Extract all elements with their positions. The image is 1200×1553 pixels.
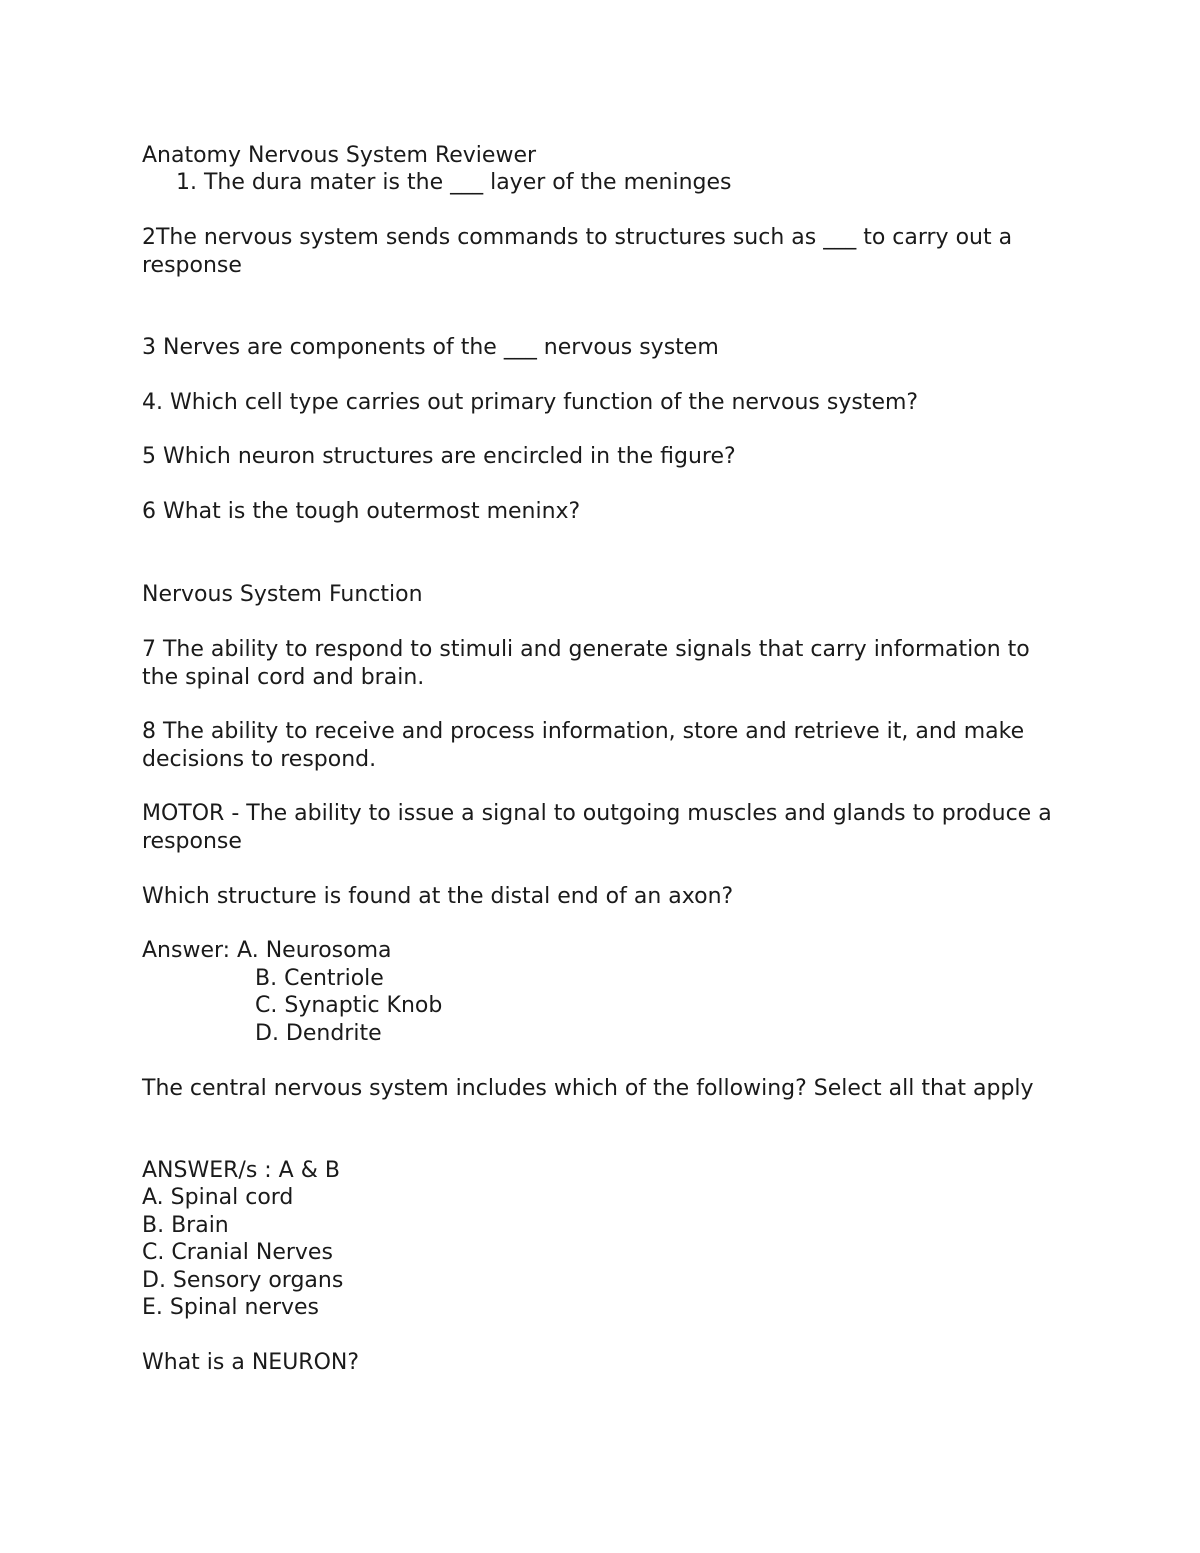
cns-option: E. Spinal nerves <box>142 1295 319 1320</box>
question-8: 8 The ability to receive and process information, store and retrieve it, and make decisions to respond. <box>142 719 1025 772</box>
cns-option: D. Sensory organs <box>142 1268 344 1293</box>
question-cns: The central nervous system includes which of the following? Select all that apply <box>142 1076 1034 1101</box>
motor-definition: MOTOR - The ability to issue a signal to outgoing muscles and glands to produce a response <box>142 801 1052 854</box>
axon-option: C. Synaptic Knob <box>255 993 443 1018</box>
axon-option: D. Dendrite <box>255 1021 382 1046</box>
question-neuron: What is a NEURON? <box>142 1350 360 1375</box>
question-6: 6 What is the tough outermost meninx? <box>142 499 581 524</box>
cns-option: B. Brain <box>142 1213 229 1238</box>
section-heading: Nervous System Function <box>142 582 423 607</box>
question-2: 2The nervous system sends commands to structures such as ___ to carry out a response <box>142 225 1013 278</box>
question-5: 5 Which neuron structures are encircled in the figure? <box>142 444 736 469</box>
document-title: Anatomy Nervous System Reviewer <box>142 143 537 168</box>
axon-option: B. Centriole <box>255 966 384 991</box>
cns-option: A. Spinal cord <box>142 1185 294 1210</box>
axon-answer-label: Answer: A. Neurosoma <box>142 938 392 963</box>
question-7: 7 The ability to respond to stimuli and generate signals that carry information to the spinal cord and brain. <box>142 637 1030 690</box>
cns-option: C. Cranial Nerves <box>142 1240 333 1265</box>
question-3: 3 Nerves are components of the ___ nervous system <box>142 335 719 360</box>
cns-answer: ANSWER/s : A & B <box>142 1158 340 1183</box>
question-4: 4. Which cell type carries out primary function of the nervous system? <box>142 390 919 415</box>
question-1: 1. The dura mater is the ___ layer of the meninges <box>176 170 732 195</box>
question-axon: Which structure is found at the distal end of an axon? <box>142 884 734 909</box>
